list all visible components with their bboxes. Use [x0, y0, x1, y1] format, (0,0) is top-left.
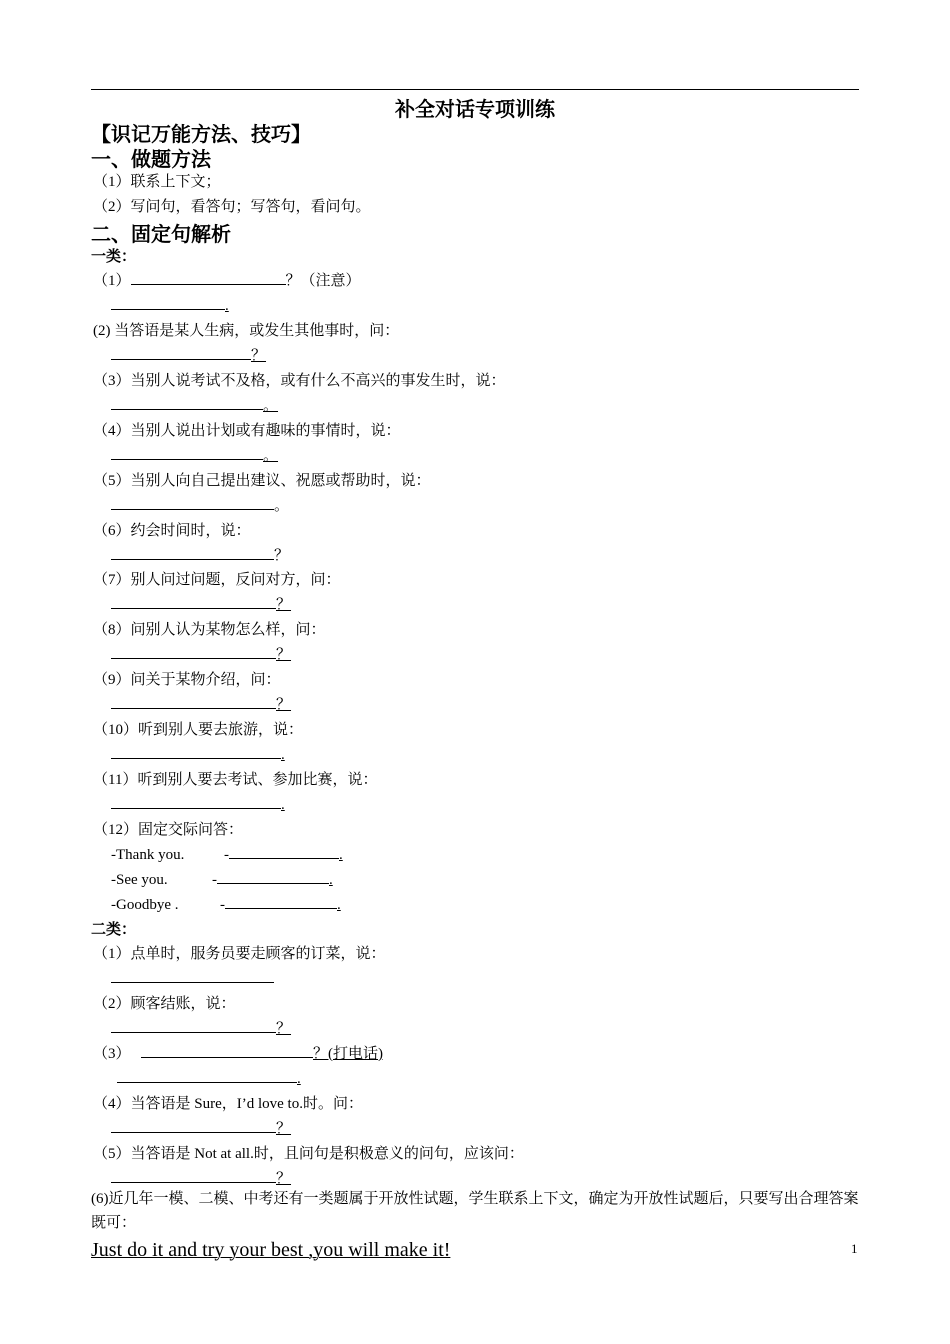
answer-line-9: ？ — [111, 693, 291, 714]
answer-blank-1b[interactable] — [111, 294, 225, 310]
exchange-see-you: -See you. - . — [111, 868, 333, 889]
cat2-item-2-label: （2）顾客结账，说： — [93, 996, 236, 1012]
item-1 — [93, 269, 361, 290]
answer-blank-10[interactable] — [111, 743, 281, 759]
answer-line-4: 。 — [111, 444, 278, 465]
answer-line-11: . — [111, 793, 285, 814]
answer-line-1b: . — [111, 294, 229, 315]
category-2-label: 二类： — [91, 922, 137, 938]
answer-blank-see-you[interactable] — [217, 868, 329, 884]
answer-blank-7[interactable] — [111, 593, 276, 609]
cat2-item-4-label: （4）当答语是 Sure，I’d love to.时。问： — [93, 1096, 363, 1112]
answer-blank-8[interactable] — [111, 643, 276, 659]
answer-blank-9[interactable] — [111, 693, 276, 709]
cat2-answer-blank-5[interactable] — [111, 1167, 276, 1183]
answer-line-7: ？ — [111, 593, 291, 614]
answer-line-2: ？ — [111, 344, 266, 365]
answer-line-10: . — [111, 743, 285, 764]
item-1-label: （1） — [93, 273, 131, 289]
item-6-label: （6）约会时间时，说： — [93, 523, 251, 539]
item-3-label: （3）当别人说考试不及格，或有什么不高兴的事发生时，说： — [93, 373, 506, 389]
answer-line-8: ？ — [111, 643, 291, 664]
item-10-label: （10）听到别人要去旅游，说： — [93, 722, 304, 738]
item-5-label: （5）当别人向自己提出建议、祝愿或帮助时，说： — [93, 473, 431, 489]
header-rule — [91, 89, 859, 90]
answer-line-3: 。 — [111, 394, 278, 415]
answer-line-5: 。 — [111, 494, 289, 515]
method-line-1: （1）联系上下文； — [93, 174, 221, 190]
item-4-label: （4）当别人说出计划或有趣味的事情时，说： — [93, 423, 401, 439]
exchange-goodbye: -Goodbye . - . — [111, 893, 341, 914]
page-title: 补全对话专项训练 — [395, 99, 555, 121]
cat2-answer-line-2: ？ — [111, 1017, 291, 1038]
cat2-answer-line-4: ？ — [111, 1117, 291, 1138]
open-question-note: (6)近几年一模、二模、中考还有一类题属于开放性试题，学生联系上下文，确定为开放性试题后，只要写出合理答案既可： — [91, 1191, 859, 1231]
cat2-answer-line-1 — [111, 967, 274, 988]
cat2-answer-line-5: ？ — [111, 1167, 291, 1188]
page-number: 1 — [851, 1241, 858, 1256]
answer-blank-1[interactable] — [131, 269, 286, 285]
cat2-answer-blank-2[interactable] — [111, 1017, 276, 1033]
item-9-label: （9）问关于某物介绍，问： — [93, 672, 281, 688]
answer-blank-6[interactable] — [111, 544, 274, 560]
cat2-item-1-label: （1）点单时，服务员要走顾客的订菜，说： — [93, 946, 386, 962]
item-11-label: （11）听到别人要去考试、参加比赛，说： — [93, 772, 378, 788]
answer-blank-thank-you[interactable] — [229, 843, 339, 859]
item-12-label: （12）固定交际问答： — [93, 822, 244, 838]
category-1-label: 一类： — [91, 249, 137, 265]
item-2-label: (2) 当答语是某人生病，或发生其他事时，问： — [93, 323, 400, 339]
answer-blank-4[interactable] — [111, 444, 263, 460]
answer-blank-11[interactable] — [111, 793, 281, 809]
section2-heading: 二、固定句解析 — [91, 224, 231, 246]
item-8-label: （8）问别人认为某物怎么样，问： — [93, 622, 326, 638]
cat2-answer-blank-4[interactable] — [111, 1117, 276, 1133]
method-line-2: （2）写问句，看答句；写答句，看问句。 — [93, 199, 371, 215]
cat2-item-5-label: （5）当答语是 Not at all.时，且问句是积极意义的问句，应该问： — [93, 1146, 524, 1162]
item-7-label: （7）别人问过问题，反问对方，问： — [93, 572, 341, 588]
answer-blank-goodbye[interactable] — [225, 893, 337, 909]
cat2-answer-line-3b: . — [117, 1067, 301, 1088]
cat2-answer-blank-3b[interactable] — [117, 1067, 297, 1083]
cat2-answer-blank-1[interactable] — [111, 967, 274, 983]
exchange-thank-you: -Thank you. - . — [111, 843, 343, 864]
section1-heading: 一、做题方法 — [91, 149, 211, 171]
footer-motto: Just do it and try your best ,you will make it! — [91, 1239, 451, 1261]
cat2-answer-blank-3[interactable] — [141, 1042, 313, 1058]
answer-blank-2[interactable] — [111, 344, 251, 360]
cat2-item-3: （3） ？(打电话) — [93, 1042, 383, 1063]
answer-blank-5[interactable] — [111, 494, 274, 510]
answer-blank-3[interactable] — [111, 394, 263, 410]
item-1-suffix: ？（注意） — [285, 273, 361, 289]
tips-heading: 【识记万能方法、技巧】 — [91, 124, 311, 146]
answer-line-6: ？ — [111, 544, 289, 565]
